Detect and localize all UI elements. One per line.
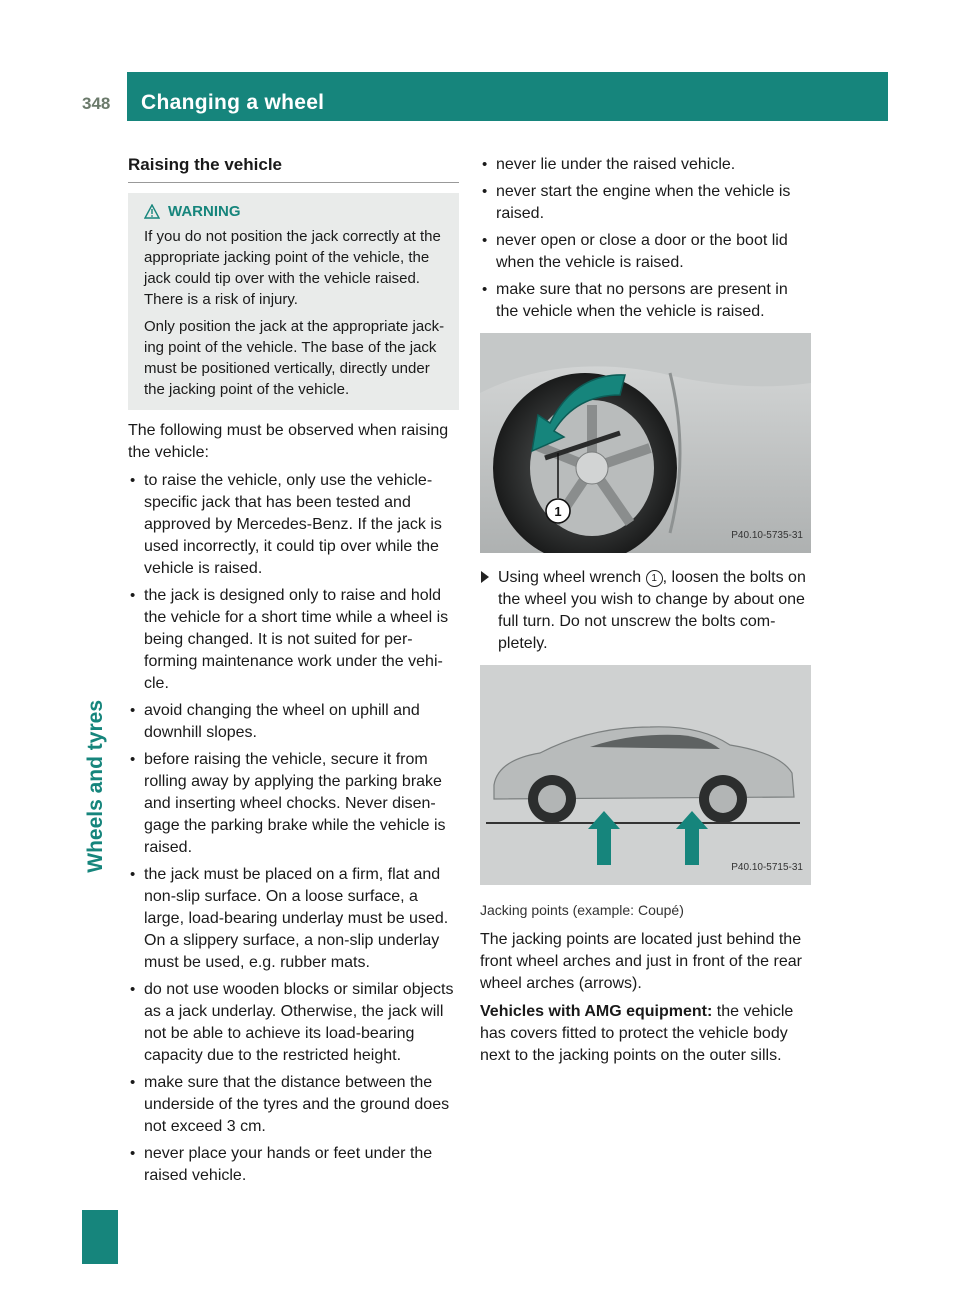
wheel-wrench-illustration bbox=[480, 333, 811, 553]
list-item: • before raising the vehicle, secure it from rolling away by applying the parking brake and inserting wheel chocks. Never disen-gage the parking brake while the vehicle is raised. bbox=[128, 749, 459, 859]
chapter-title: Changing a wheel bbox=[141, 91, 325, 114]
list-item: • to raise the vehicle, only use the vehicle-specific jack that has been tested and approved by Mercedes-Benz. If the jack is used incorrectly, it could tip over while the vehicle is raised. bbox=[128, 470, 459, 580]
precaution-list bbox=[128, 470, 459, 1187]
side-tab-text: Wheels and tyres bbox=[84, 700, 107, 873]
list-item: • do not use wooden blocks or similar objects as a jack underlay. Otherwise, the jack will not be able to achieve its load-bearing capacity due to the restricted height. bbox=[128, 979, 459, 1067]
header-bar bbox=[127, 72, 888, 121]
callout-ref-icon: 1 bbox=[646, 570, 663, 587]
warning-box bbox=[128, 193, 459, 410]
figure-code: P40.10-5735-31 bbox=[731, 530, 803, 541]
step-text-start: Using wheel wrench bbox=[498, 569, 646, 586]
left-column bbox=[128, 154, 459, 1192]
list-item: • never place your hands or feet under the raised vehicle. bbox=[128, 1143, 459, 1187]
right-column bbox=[480, 154, 813, 1073]
section-title: Raising the vehicle bbox=[128, 154, 459, 183]
callout-number: 1 bbox=[554, 504, 562, 519]
jacking-points-illustration bbox=[480, 665, 811, 885]
wheel-wrench-figure bbox=[480, 333, 811, 553]
list-item: • the jack is designed only to raise and hold the vehicle for a short time while a wheel is being changed. It is not suited for per-forming maintenance work under the vehi-cle. bbox=[128, 585, 459, 695]
list-item: • the jack must be placed on a firm, flat and non-slip surface. On a loose surface, a large, load-bearing underlay must be used. On a slippery surface, a non-slip underlay must be used, e.g. rubber mats. bbox=[128, 864, 459, 974]
instruction-step bbox=[480, 567, 813, 655]
intro-paragraph: The following must be observed when raising the vehicle: bbox=[128, 422, 449, 461]
page-number: 348 bbox=[82, 94, 111, 113]
list-item: • never open or close a door or the boot lid when the vehicle is raised. bbox=[480, 230, 813, 274]
amg-text: the vehicle has covers fitted to protect the vehicle body next to the jacking points on the outer sills. bbox=[480, 1003, 794, 1064]
warning-header bbox=[144, 201, 451, 222]
figure-caption: Jacking points (example: Coupé) bbox=[480, 902, 684, 918]
warning-triangle-icon bbox=[144, 204, 160, 219]
precaution-list-continued bbox=[480, 154, 813, 323]
amg-paragraph bbox=[480, 1001, 813, 1067]
jacking-points-paragraph: The jacking points are located just behind the front wheel arches and just in front of the rear wheel arches (arrows). bbox=[480, 931, 802, 992]
side-tab-marker bbox=[82, 1210, 118, 1264]
list-item: • never lie under the raised vehicle. bbox=[480, 154, 813, 176]
list-item: • make sure that no persons are present in the vehicle when the vehicle is raised. bbox=[480, 279, 813, 323]
step-arrow-icon bbox=[480, 570, 490, 584]
jacking-points-figure bbox=[480, 665, 811, 885]
figure-code: P40.10-5715-31 bbox=[731, 862, 803, 873]
warning-label: WARNING bbox=[168, 203, 241, 220]
warning-text-2: Only position the jack at the appropriate jack-ing point of the vehicle. The base of the jack must be positioned vertically, directly under the jacking point of the vehicle. bbox=[144, 318, 445, 398]
list-item: • avoid changing the wheel on uphill and downhill slopes. bbox=[128, 700, 459, 744]
list-item: • never start the engine when the vehicle is raised. bbox=[480, 181, 813, 225]
amg-label: Vehicles with AMG equipment: bbox=[480, 1003, 713, 1020]
side-tab-label bbox=[72, 700, 120, 873]
warning-text-1: If you do not position the jack correctly at the appropriate jacking point of the vehicle, the jack could tip over with the vehicle raised. There is a risk of injury. bbox=[144, 228, 441, 308]
list-item: • make sure that the distance between the underside of the tyres and the ground does not exceed 3 cm. bbox=[128, 1072, 459, 1138]
step-text-end: , loosen the bolts on the wheel you wish to change by about one full turn. Do not unscrew the bolts com-pletely. bbox=[498, 569, 806, 652]
